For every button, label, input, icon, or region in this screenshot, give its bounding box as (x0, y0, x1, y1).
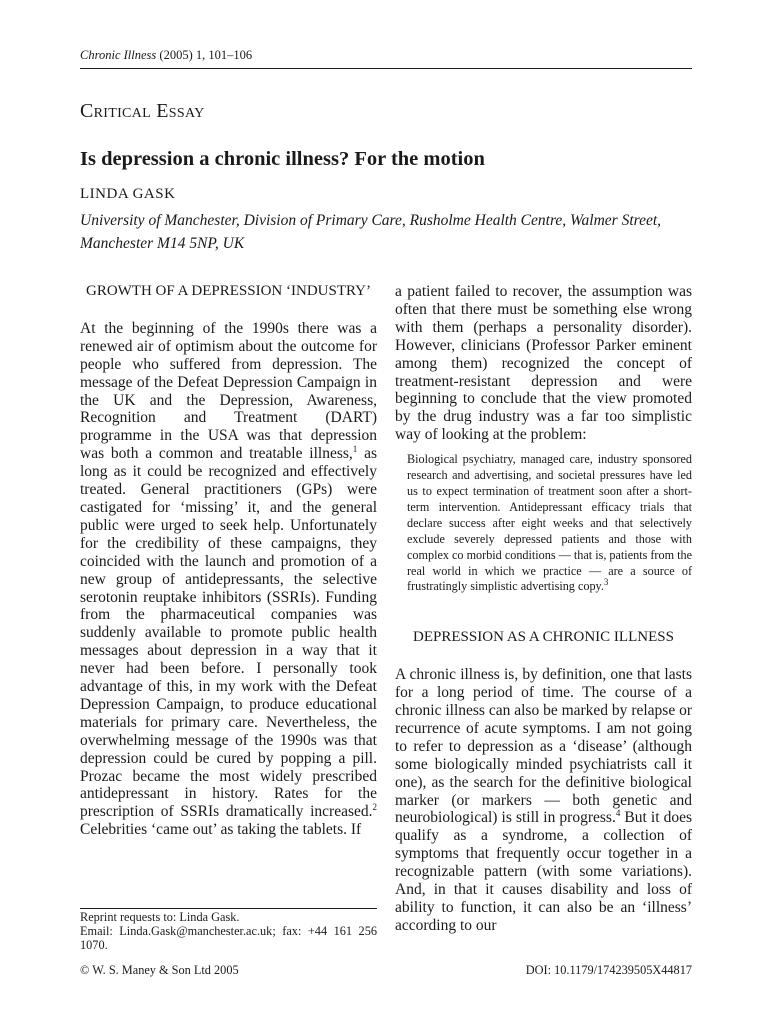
journal-name: Chronic Illness (80, 48, 157, 62)
paragraph-text: A chronic illness is, by definition, one that lasts for a long period of time. The course of a chronic illness can also be marked by relapse or recurrence of acute symptoms. I am not going to refer to depression as a ‘disease’ (although some biologically minded psychiatrists call it one), as the search for the definitive biological marker (or markers — both genetic and neurobiological) is still in progress. (395, 666, 692, 827)
body-paragraph (80, 320, 377, 839)
paragraph-text: Celebrities ‘came out’ as taking the tablets. If (80, 821, 362, 839)
footnote (80, 910, 377, 953)
paragraph-text: as long as it could be recognized and effectively treated. General practitioners (GPs) were castigated for ‘missing’ it, and the general public were urged to seek help. Unfortunately for the credibility of these campaigns, they coincided with the launch and promotion of a new group of antidepressants, the selective serotonin reuptake inhibitors (SSRIs). Funding from the pharmaceutical companies was suddenly available to promote public health messages about depression in a way that it never had been before. I personally took advantage of this, in my work with the Defeat Depression Campaign, to produce educational materials for primary care. Nevertheless, the overwhelming message of the 1990s was that depression could be cured by popping a pill. Prozac became the most widely prescribed antidepressant in history. Rates for the prescription of SSRIs dramatically increased. (80, 445, 377, 821)
copyright: © W. S. Maney & Son Ltd 2005 (80, 963, 239, 977)
block-quote (407, 452, 692, 595)
section-heading-growth: GROWTH OF A DEPRESSION ‘INDUSTRY’ (85, 283, 372, 299)
right-column (395, 283, 692, 935)
reference-4[interactable]: 4 (615, 808, 621, 819)
body-paragraph: a patient failed to recover, the assumption was often that there must be something else wrong with them (perhaps a personality disorder). However, clinicians (Professor Parker eminent among them) recognized the concept of treatment-resistant depression and were beginning to conclude that the view promoted by the drug industry was a far too simplistic way of looking at the problem: (395, 283, 692, 444)
reference-3[interactable]: 3 (603, 577, 609, 588)
quote-text: Biological psychiatry, managed care, industry sponsored research and advertising, and societal pressures have led us to expect termination of treatment soon after a short-term intervention. Antidepressant efficacy trials that declare success after eight weeks and that selectively exclude severely depressed patients and those with complex co morbid conditions — that is, patients from the real world in which we practice — are a source of frustratingly simplistic advertising copy. (407, 452, 693, 594)
contact-info: Email: Linda.Gask@manchester.ac.uk; fax: +44 161 256 1070. (80, 924, 377, 953)
author-affiliation: University of Manchester, Division of Primary Care, Rusholme Health Centre, Walmer Street, Manchester M14 5NP, UK (80, 212, 662, 252)
body-paragraph (395, 666, 692, 935)
article-title: Is depression a chronic illness? For the motion (80, 148, 485, 170)
paragraph-text: But it does qualify as a syndrome, a collection of symptoms that frequently occur together in a recognizable pattern (with some variations). And, in that it causes disability and loss of ability to function, it can also be an ‘illness’ according to our (395, 809, 693, 934)
reference-1[interactable]: 1 (352, 444, 358, 455)
reprint-request: Reprint requests to: Linda Gask. (80, 910, 240, 924)
journal-citation (80, 48, 692, 63)
header-rule (80, 68, 692, 69)
doi[interactable]: DOI: 10.1179/174239505X44817 (525, 963, 692, 977)
reference-2[interactable]: 2 (372, 802, 377, 813)
section-heading-chronic: DEPRESSION AS A CHRONIC ILLNESS (413, 629, 674, 646)
paragraph-text: At the beginning of the 1990s there was a renewed air of optimism about the outcome for people who suffered from depression. The message of the Defeat Depression Campaign in the UK and the Depression, Awareness, Recognition and Treatment (DART) programme in the USA was that depression was both a common and treatable illness, (80, 319, 377, 463)
author-name: LINDA GASK (80, 186, 176, 202)
left-column (80, 283, 377, 839)
section-label: Critical Essay (80, 100, 205, 122)
journal-details: (2005) 1, 101–106 (156, 48, 253, 62)
footnote-rule (80, 908, 377, 909)
